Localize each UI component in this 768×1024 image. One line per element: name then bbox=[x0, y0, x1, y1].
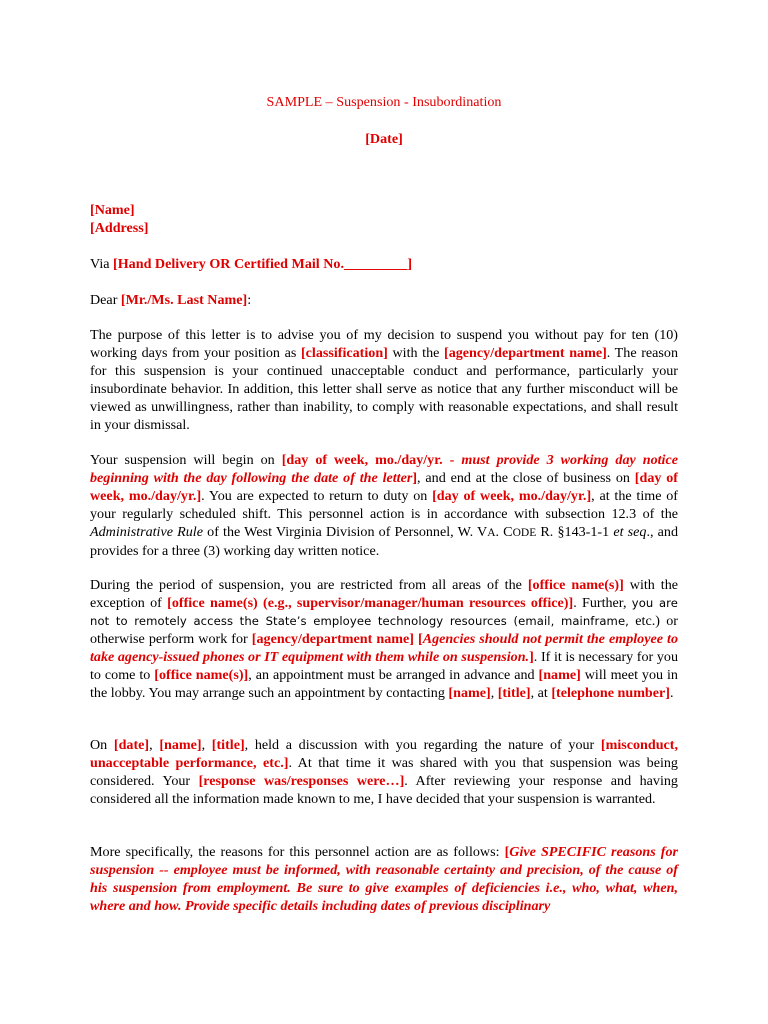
p5-text-1: More specifically, the reasons for this personnel action are as follows: bbox=[90, 844, 505, 860]
agency-placeholder: [agency/department name] bbox=[444, 345, 607, 361]
office-exception-placeholder: [office name(s) (e.g., supervisor/manager/human resources office)] bbox=[167, 595, 574, 611]
recipient-name: [Name] bbox=[90, 202, 135, 218]
p2-text-7: ., and provides for a three (3) working day written notice. bbox=[90, 524, 678, 559]
agency-placeholder-2: [agency/department name] bbox=[251, 631, 414, 647]
office-placeholder: [office name(s)] bbox=[527, 577, 624, 593]
salutation-prefix: Dear bbox=[90, 292, 121, 308]
p3-remote-access-text: you are not to remotely access the State’s employee technology resources (email, mainframe, bbox=[90, 596, 678, 628]
p3-text-6: , an appointment must be arranged in advance and bbox=[248, 667, 539, 683]
p3-text-1: During the period of suspension, you are restricted from all areas of the bbox=[90, 577, 528, 593]
misconduct-placeholder: [misconduct, unacceptable performance, etc.] bbox=[90, 737, 679, 771]
p2-smallcaps-ode: ODE bbox=[512, 527, 537, 539]
telephone-placeholder: [telephone number] bbox=[551, 685, 670, 701]
agency-note-open: [ bbox=[418, 631, 423, 647]
via-label: Via bbox=[90, 256, 114, 272]
paragraph-discussion bbox=[90, 736, 678, 808]
et-seq: et seq bbox=[613, 524, 647, 540]
contact-name-placeholder: [name] bbox=[448, 685, 491, 701]
p3-text-2: with the exception of bbox=[90, 577, 678, 611]
p3-comma-2: , at bbox=[530, 685, 552, 701]
p2-text-1: Your suspension will begin on bbox=[90, 452, 282, 468]
reasons-note-open: [ bbox=[504, 844, 510, 860]
p3-text-5: . If it is necessary for you to come to bbox=[90, 649, 679, 683]
p2-text-4: , at the time of your regularly scheduled shift. This personnel action is in accordance with subsection 12.3 of the bbox=[90, 488, 678, 522]
p2-text-2: , and end at the close of business on bbox=[417, 470, 635, 486]
paragraph-restrictions bbox=[90, 576, 678, 702]
paragraph-purpose bbox=[90, 326, 678, 434]
discussion-date-placeholder: [date] bbox=[113, 737, 150, 753]
p1-text-1: The purpose of this letter is to advise you of my decision to suspend you without pay for ten (10) working days from your position as bbox=[90, 327, 678, 361]
agency-note: Agencies should not permit the employee to take agency-issued phones or IT equipment with them while on suspension. bbox=[90, 631, 678, 665]
agency-note-close: ] bbox=[529, 649, 534, 665]
response-placeholder: [response was/responses were…] bbox=[198, 773, 405, 789]
begin-date-note: must provide 3 working day notice beginning with the day following the date of the letter bbox=[90, 452, 678, 486]
begin-date-close: ] bbox=[412, 470, 418, 486]
date-placeholder: [Date] bbox=[365, 131, 403, 147]
delivery-line bbox=[90, 255, 678, 273]
salutation bbox=[90, 291, 678, 309]
p2-text-3: . You are expected to return to duty on bbox=[201, 488, 433, 504]
p2-text-5b: . C bbox=[495, 524, 513, 540]
p4-text-1: On bbox=[90, 737, 114, 753]
office-placeholder-2: [office name(s)] bbox=[154, 667, 249, 683]
p4-comma-2: , bbox=[201, 737, 212, 753]
end-date-placeholder: [day of week, mo./day/yr.] bbox=[90, 470, 679, 504]
salutation-name: [Mr./Ms. Last Name] bbox=[120, 292, 248, 308]
discussion-name-placeholder: [name] bbox=[159, 737, 202, 753]
begin-date-placeholder: [day of week, mo./day/yr. - bbox=[281, 452, 462, 468]
p3-text-3: . Further, bbox=[573, 595, 632, 611]
contact-title-placeholder: [title] bbox=[497, 685, 531, 701]
p2-smallcaps-a: A bbox=[487, 527, 496, 539]
recipient-address: [Address] bbox=[90, 220, 149, 236]
p3-comma-1: , bbox=[490, 685, 498, 701]
p4-text-2: , held a discussion with you regarding the nature of your bbox=[244, 737, 601, 753]
p1-text-2: with the bbox=[387, 345, 445, 361]
salutation-suffix: : bbox=[247, 292, 252, 308]
delivery-method: [Hand Delivery OR Certified Mail No._________] bbox=[113, 256, 413, 272]
p3-text-3c: etc.) or otherwise perform work for bbox=[90, 613, 678, 647]
p1-text-3: . The reason for this suspension is your continued unacceptable conduct and performance, particularly your insubordinate behavior. In addition, this letter shall serve as notice that any further misconduct will be viewed as unwillingness, rather than inability, to comply with reasonable expectations, and shall result in your dismissal. bbox=[90, 345, 678, 433]
paragraph-reasons bbox=[90, 843, 678, 915]
p4-text-3: . At that time it was shared with you that suspension was being considered. Your bbox=[90, 755, 678, 789]
p4-comma-1: , bbox=[149, 737, 160, 753]
name-placeholder: [name] bbox=[538, 667, 581, 683]
p3-text-7: will meet you in the lobby. You may arrange such an appointment by contacting bbox=[90, 667, 678, 701]
administrative-rule: Administrative Rule bbox=[90, 524, 203, 540]
return-date-placeholder: [day of week, mo./day/yr.] bbox=[432, 488, 592, 504]
p2-text-6: R. §143-1-1 bbox=[536, 524, 614, 540]
p4-text-4: . After reviewing your response and having considered all the information made known to me, I have decided that your suspension is warranted. bbox=[90, 773, 678, 807]
p3-text-8: . bbox=[669, 685, 674, 701]
discussion-title-placeholder: [title] bbox=[211, 737, 245, 753]
paragraph-suspension-dates bbox=[90, 451, 678, 560]
reasons-note: Give SPECIFIC reasons for suspension -- employee must be informed, with reasonable certainty and precision, of the cause of his suspension from employment. Be sure to give examples of deficiencies i.e., who, what, when, where and how. Provide specific details including dates of previous disciplinary bbox=[90, 844, 678, 914]
classification-placeholder: [classification] bbox=[300, 345, 388, 361]
document-title: SAMPLE – Suspension - Insubordination bbox=[266, 94, 502, 110]
p2-text-5: of the West Virginia Division of Personnel, W. V bbox=[202, 524, 488, 540]
